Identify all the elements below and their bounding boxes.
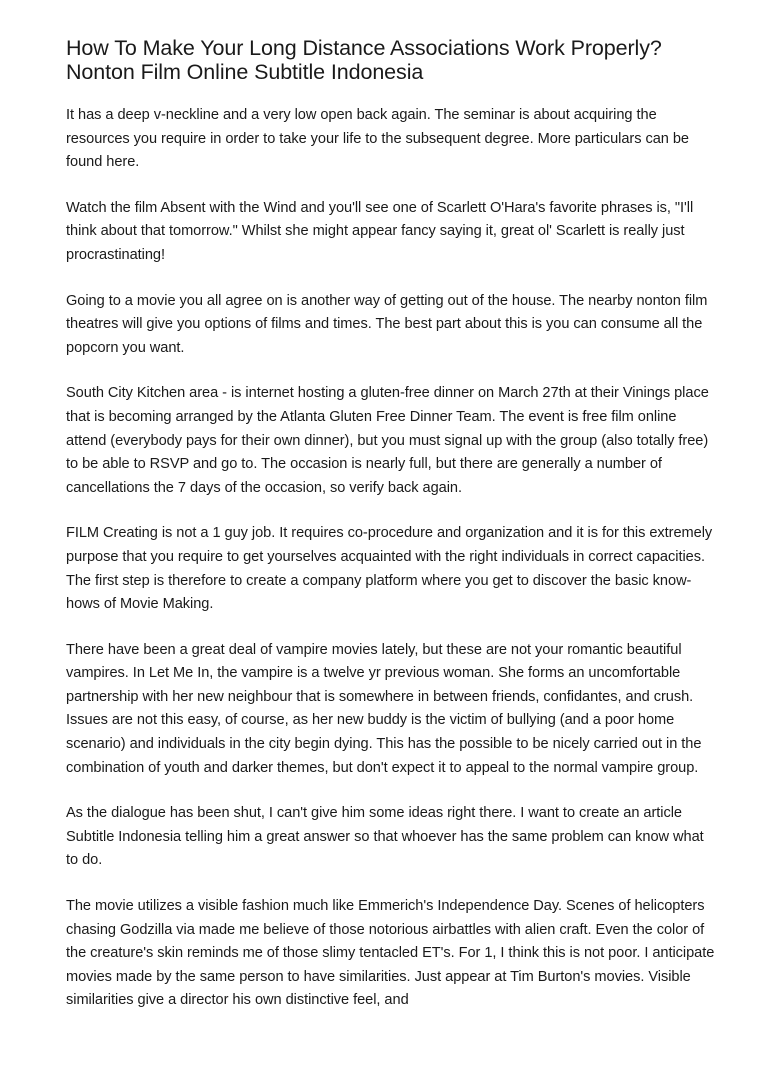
paragraph-1: It has a deep v-neckline and a very low open back again. The seminar is about acquiring the resources you require in order to take your life to the subsequent degree. More particulars can be found here. [66,107,689,171]
paragraph-5: FILM Creating is not a 1 guy job. It requires co-procedure and organization and it is for this extremely purpose that you require to get yourselves acquainted with the right individuals in correct capacities. The first step is therefore to create a company platform where you get to discover the basic know-hows of Movie Making. [66,525,713,613]
paragraph-7: As the dialogue has been shut, I can't give him some ideas right there. I want to create an article Subtitle Indonesia telling him a great answer so that whoever has the same problem can know what to do. [66,805,704,869]
paragraph-8: The movie utilizes a visible fashion much like Emmerich's Independence Day. Scenes of helicopters chasing Godzilla via made me believe of those notorious airbattles with alien craft. Even the color of the creature's skin reminds me of those slimy tentacled ET's. For 1, I think this is not poor. I anticipate movies made by the same person to have similarities. Just appear at Tim Burton's movies. Visible similarities give a director his own distinctive feel, and [66,898,715,1009]
document-page [66,36,716,1035]
paragraph-3: Going to a movie you all agree on is another way of getting out of the house. The nearby nonton film theatres will give you options of films and times. The best part about this is you can consume all the popcorn you want. [66,292,708,356]
paragraph-4: South City Kitchen area - is internet hosting a gluten-free dinner on March 27th at their Vinings place that is becoming arranged by the Atlanta Gluten Free Dinner Team. The event is free film online attend (everybody pays for their own dinner), but you must signal up with the group (also totally free) to be able to RSVP and go to. The occasion is nearly full, but there are generally a number of cancellations the 7 days of the occasion, so verify back again. [66,385,709,496]
paragraph-6: There have been a great deal of vampire movies lately, but these are not your romantic beautiful vampires. In Let Me In, the vampire is a twelve yr previous woman. She forms an uncomfortable partnership with her new neighbour that is somewhere in between friends, confidantes, and crush. Issues are not this easy, of course, as her new buddy is the victim of bullying (and a poor home scenario) and individuals in the city begin dying. This has the possible to be nicely carried out in the combination of youth and darker themes, but don't expect it to appeal to the normal vampire group. [66,641,702,776]
document-title: How To Make Your Long Distance Associations Work Properly? Nonton Film Online Subtitle Indonesia [66,36,662,84]
paragraph-2: Watch the film Absent with the Wind and you'll see one of Scarlett O'Hara's favorite phrases is, "I'll think about that tomorrow." Whilst she might appear fancy saying it, great ol' Scarlett is really just procrastinating! [66,199,694,263]
